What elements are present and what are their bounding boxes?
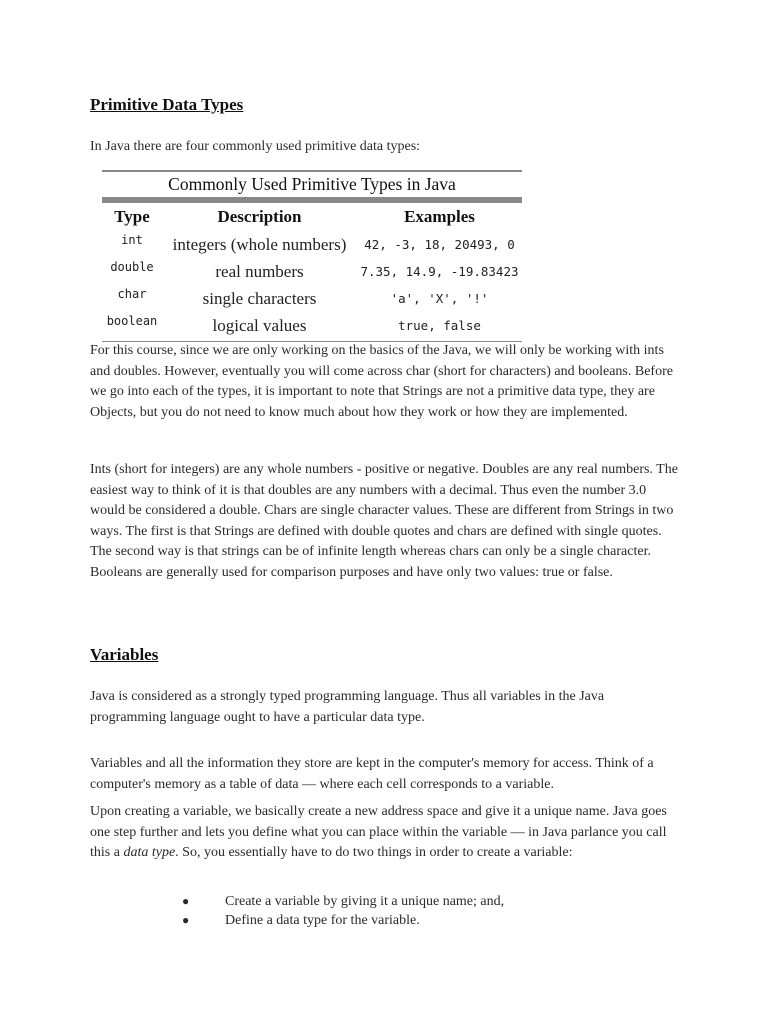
cell-examples: 'a', 'X', '!' xyxy=(390,291,489,306)
bullet-icon: ● xyxy=(182,913,190,927)
table-row xyxy=(102,258,522,285)
paragraph-ints-doubles: Ints (short for integers) are any whole numbers - positive or negative. Doubles are any real numbers. The easiest way to think of it is that doubles are any numbers with a decimal. Thus even the number 3.0 would be considered a double. Chars are single character values. These are different from Strings in two ways. The first is that Strings are defined with double quotes and chars are defined with single quotes. The second way is that strings can be of infinite length whereas chars can only be a single character. Booleans are generally used for comparison purposes and have only two values: true or false. xyxy=(90,462,678,580)
cell-description: logical values xyxy=(212,315,307,335)
cell-type: char xyxy=(117,287,147,301)
paragraph-creating-variable xyxy=(90,802,678,864)
section-heading-variables: Variables xyxy=(90,645,159,664)
paragraph-computer-memory: Variables and all the information they store are kept in the computer's memory for access. Think of a computer's memory as a table of data — where each cell corresponds to a variable. xyxy=(90,756,654,792)
list-item-text: Define a data type for the variable. xyxy=(225,913,420,928)
cell-examples: 7.35, 14.9, -19.83423 xyxy=(360,264,519,279)
section-heading-primitive-data-types: Primitive Data Types xyxy=(90,95,244,114)
list-item xyxy=(90,911,504,930)
steps-bullet-list xyxy=(90,892,504,930)
table-row xyxy=(102,231,522,258)
intro-paragraph: In Java there are four commonly used primitive data types: xyxy=(90,139,421,154)
table-title: Commonly Used Primitive Types in Java xyxy=(102,170,522,203)
types-table xyxy=(102,203,522,339)
list-item xyxy=(90,892,504,911)
cell-description: single characters xyxy=(202,288,317,308)
cell-description: real numbers xyxy=(215,261,304,281)
cell-type: boolean xyxy=(106,314,158,328)
data-type-term: data type xyxy=(123,845,176,860)
bullet-icon: ● xyxy=(182,894,190,908)
creating-variable-text-start: Upon creating a variable, we basically create a new address space and give it a unique name. Java goes one step further and lets you define what you can place within the variable — in Java parlance you call this a xyxy=(90,804,667,860)
header-examples: Examples xyxy=(404,207,475,226)
header-type: Type xyxy=(114,207,150,226)
table-header-row xyxy=(102,203,522,231)
list-item-text: Create a variable by giving it a unique name; and, xyxy=(225,894,505,909)
cell-description: integers (whole numbers) xyxy=(172,234,347,254)
paragraph-strongly-typed: Java is considered as a strongly typed programming language. Thus all variables in the Java programming language ought to have a particular data type. xyxy=(90,689,605,725)
table-row xyxy=(102,285,522,312)
cell-examples: true, false xyxy=(398,318,481,333)
cell-type: double xyxy=(110,260,154,274)
creating-variable-text-end: . So, you essentially have to do two things in order to create a variable: xyxy=(175,845,573,860)
table-row xyxy=(102,312,522,339)
primitive-types-table xyxy=(102,170,522,342)
paragraph-course-scope: For this course, since we are only working on the basics of the Java, we will only be working with ints and doubles. However, eventually you will come across char (short for characters) and booleans. Before we go into each of the types, it is important to note that Strings are not a primitive data type, they are Objects, but you do not need to know much about how they work or how they are implemented. xyxy=(90,343,673,420)
cell-type: int xyxy=(121,233,143,247)
header-description: Description xyxy=(217,207,302,226)
cell-examples: 42, -3, 18, 20493, 0 xyxy=(364,237,515,252)
